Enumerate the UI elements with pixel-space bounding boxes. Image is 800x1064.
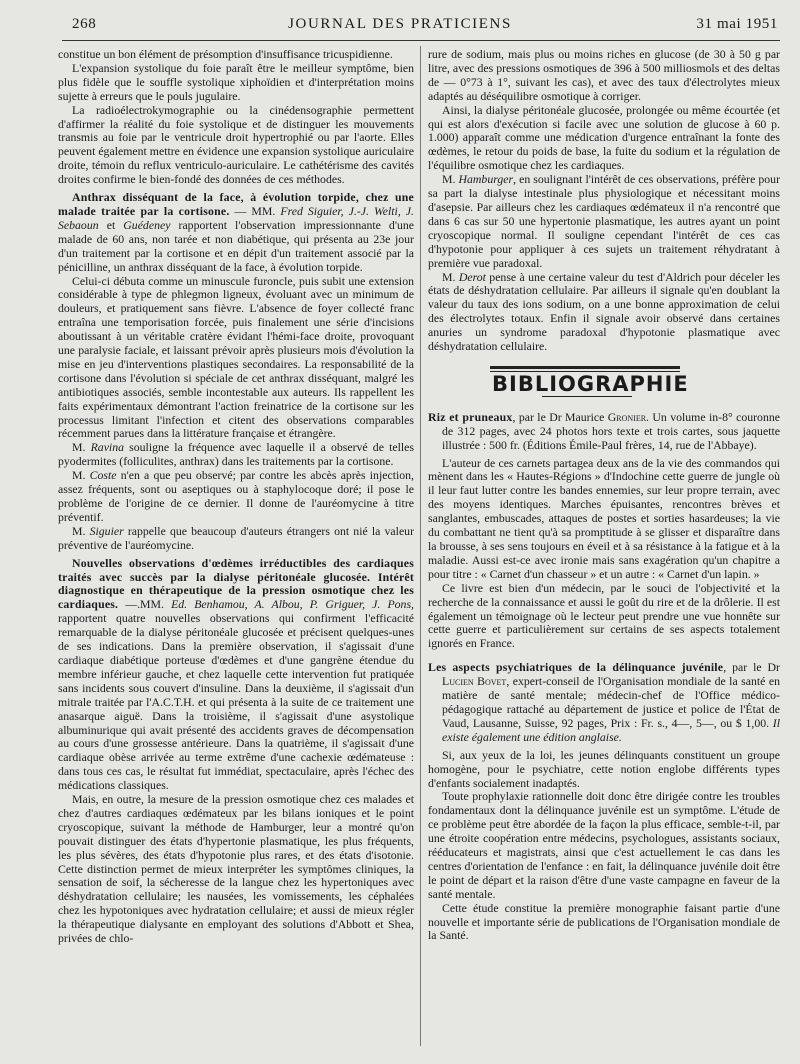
book-entry: Riz et pruneaux, par le Dr Maurice Gronier. Un volume in-8° couronne de 312 pages, avec 24 photos hors texte et trois cartes, sous jaquette illustrée : 500 fr. (Éditions Émile-Paul frères, 14, rue de l'Abbaye). bbox=[428, 409, 780, 452]
paragraph: M. Derot pense à une certaine valeur du test d'Aldrich pour déceler les états de déshydratation cellulaire. Par ailleurs il signale qu'en doublant la valeur du taux des ions sodium, on a une bonne approximation de celui des électrolytes totaux. Enfin il signale avoir observé dans certaines anuries un syndrome paradoxal d'hypotonie plasmatique avec déshydratation cellulaire. bbox=[428, 269, 780, 354]
right-column bbox=[428, 48, 780, 1048]
page-number: 268 bbox=[72, 16, 97, 32]
paragraph: M. Coste n'en a que peu observé; par contre les abcès après injection, assez fréquents, sont ou aseptiques ou à staphylocoque doré; il pose le problème de l'origine de ce dernier. Il donne de l'auréomycine à titre préventif. bbox=[58, 468, 414, 524]
book-title: Les aspects psychiatriques de la délinquance juvénile bbox=[428, 660, 724, 675]
paragraph: M. Hamburger, en soulignant l'intérêt de ces observations, préfère pour sa part la dialyse intestinale plus physiologique et nécessitant moins d'asepsie. Par ailleurs chez les cardiaques œdémateux il n'a rencontré que dans 6 cas sur 50 une hypertonie plasmatique, les autres ayant un point cryoscopique normal. Il souligne cependant l'intérêt de ces cas d'hypotonie pour appliquer à ces sujets un traitement réhydratant à première vue paradoxal. bbox=[428, 172, 780, 270]
book-author: Gronier bbox=[607, 409, 647, 424]
article-heading: Anthrax disséquant de la face, à évolution torpide, chez une malade traitée par la cortisone. bbox=[58, 190, 414, 218]
authors: Fred Siguier, J.-J. Welti, J. Sebaoun bbox=[58, 203, 414, 232]
paragraph: L'expansion systolique du foie paraît être le meilleur symptôme, bien plus fidèle que le souffle systolique xiphoïdien et d'interprétation moins sujette à erreurs que le pouls jugulaire. bbox=[58, 60, 414, 103]
section-underline bbox=[542, 396, 632, 397]
section-rule bbox=[490, 366, 680, 369]
header-rule bbox=[62, 40, 780, 41]
article-heading: Nouvelles observations d'œdèmes irréductibles des cardiaques traités avec succès par la dialyse péritonéale glucosée. Intérêt diagnostique en thérapeutique de la pression osmotique chez les cardiaques. bbox=[58, 555, 414, 612]
article-anthrax: Anthrax disséquant de la face, à évolution torpide, chez une malade traitée par la cortisone. — MM. Fred Siguier, J.-J. Welti, J. Sebaoun et Guédeney rapportent l'observation impressionnante d'une malade de 60 ans, non tarée et non diabétique, qui présenta au 23e jour d'un traitement par la cortisone et en dépit d'un traitement associé par la pénicilline, un anthrax disséquant de la face, à évolution torpide. bbox=[58, 190, 414, 274]
running-header bbox=[0, 14, 800, 38]
book-title: Riz et pruneaux bbox=[428, 409, 513, 424]
paragraph: M. Ravina souligne la fréquence avec laquelle il a observé de telles pyodermites (folliculites, anthrax) dans les traitements par la cortisone. bbox=[58, 440, 414, 469]
paragraph: Celui-ci débuta comme un minuscule furoncle, puis subit une extension considérable à type de phlegmon ligneux, évoluant avec un minimum de douleurs, et pratiquement sans fièvre. L'absence de foyer collecté franc entraîna une temporisation forcée, puis finalement une série d'incisions aboutissant à un véritable cratère évidant l'hémi-face droite, provoquant une paralysie faciale, et laissant prévoir après plusieurs mois d'évolution la mise en jeu d'interventions plastiques secondaires. La responsabilité de la cortisone dans l'évolution si spéciale de cet anthrax disséquant, malgré les antibiotiques associés, semble incontestable aux auteurs. Ils rappellent les faits expérimentaux démontrant l'action freinatrice de la cortisone sur les processus limitant l'infection et citent des observations comparables récemment parues dans la littérature française et étrangère. bbox=[58, 273, 414, 441]
paragraph: constitue un bon élément de présomption d'insuffisance tricuspidienne. bbox=[58, 48, 393, 61]
book-author: Lucien Bovet bbox=[442, 674, 507, 689]
paragraph: rure de sodium, mais plus ou moins riches en glucose (de 30 à 50 g par litre, avec des pressions osmotiques de 396 à 500 milliosmols et des deltas de — 0°73 à 1°, suivant les cas), et avec des taux d'électrolytes mieux adaptés au déséquilibre osmotique à corriger. bbox=[428, 48, 780, 103]
paragraph: Ainsi, la dialyse péritonéale glucosée, prolongée ou même écourtée (et qui est alors d'exécution si facile avec une solution de glucose à 60 p. 1.000) apparaît comme une médication d'urgence entraînant la fonte des œdèmes, le retour du poids de base, la fuite du sodium et la régulation de l'équilibre osmotique chez les cardiaques. bbox=[428, 102, 780, 173]
paragraph: Ce livre est bien d'un médecin, par le souci de l'objectivité et la recherche de la connaissance et aussi le goût du rire et de la drôlerie. Il est également un témoignage où le lecteur peut prendre une vue honnête sur cette guerre et particulièrement sur certains de ses aspects totalement ignorés en France. bbox=[428, 580, 780, 651]
article-oedemes: Nouvelles observations d'œdèmes irréductibles des cardiaques traités avec succès par la dialyse péritonéale glucosée. Intérêt diagnostique en thérapeutique de la pression osmotique chez les cardiaques. —.MM. Ed. Benhamou, A. Albou, P. Griguer, J. Pons, rapportent quatre nouvelles observations qui confirment l'efficacité remarquable de la dialyse péritonéale glucosée et précisent quelques-unes de ses indications. Dans la première observation, il s'agissait d'une cardiaque diabétique porteuse d'œdèmes et d'une gangrène étendue du membre inférieur gauche, et chez laquelle cette intervention fut pratiquée sans incidents sous couvert d'insuline. Dans la deuxième, il s'agissait d'un mitrale traitée par l'A.C.T.H. et qui présenta à la suite de ce traitement une anasarque aiguë. Dans la troisième, il s'agissait d'une asystolique albuminurique qui avait présenté des accidents graves de décompensation au cours d'une grossesse antérieure. Dans la quatrième, il s'agissait d'une cardiaque obèse arrivée au terme extrême d'une cachexie œdémateuse : dans tous ces cas, le résultat fut immédiat, spectaculaire, après l'échec des médications classiques. bbox=[58, 555, 414, 793]
authors: Ed. Benhamou, A. Albou, P. Griguer, J. Pons, bbox=[171, 597, 414, 612]
author: Guédeney bbox=[123, 217, 171, 232]
paragraph: L'auteur de ces carnets partagea deux ans de la vie des commandos qui mènent dans les « Hautes-Régions » d'Indochine cette guerre de jungle où il leur faut lutter contre les bandes ennemies, sur leur propre terrain, avec des moyens identiques. Marches épuisantes, rencontres brèves et sanglantes, embuscades, attaques de postes et sorties hasardeuses; la vie du combattant ne tient qu'à sa promptitude à se glisser et disparaître dans la brousse, à ses sens toujours en éveil et à sa résistance à la fatigue et à la maladie. Aussi est-ce avec ironie mais sans exagération qu'un chapitre a pour titre : « Carnet d'un chasseur » et un autre : « Carnet d'un lapin. » bbox=[428, 455, 780, 581]
paragraph: Cette étude constitue la première monographie faisant partie d'une nouvelle et importante série de publications de l'Organisation mondiale de la Santé. bbox=[428, 900, 780, 943]
issue-date: 31 mai 1951 bbox=[696, 16, 778, 32]
paragraph: M. Siguier rappelle que beaucoup d'auteurs étrangers ont nié la valeur préventive de l'auréomycine. bbox=[58, 523, 414, 552]
journal-title: JOURNAL DES PRATICIENS bbox=[288, 16, 512, 32]
book-note: Il existe également une édition anglaise. bbox=[442, 715, 780, 744]
column-divider bbox=[420, 46, 421, 1046]
paragraph: Mais, en outre, la mesure de la pression osmotique chez ces malades et chez d'autres cardiaques œdémateux par les bilans ioniques et le point cryoscopique, suivant la méthode de Hamburger, leur a montré qu'on pouvait distinguer des états d'hypertonie plasmatique, les plus fréquents, les plus sévères, des états d'hypotonie plus rares, et des états d'isotonie. Cette distinction permet de mieux interpréter les symptômes cliniques, la sensation de soif, la sécheresse de la langue chez les hypertoniques avec déshydratation cellulaire; les nausées, les vomissements, les céphalées chez les hypotoniques avec hydratation cellulaire; et aussi de mieux régler la thérapeutique dialysante en employant des solutions d'Abbott et Shea, privées de chlo- bbox=[58, 792, 414, 946]
paragraph: La radioélectrokymographie ou la cinédensographie permettent d'affirmer la réalité du foie systolique et de distinguer les mouvements transmis au foie par le ventricule droit hypertrophié ou par l'aorte. Elles peuvent également mettre en évidence une expansion systolique auriculaire droite, témoin du reflux ventriculo-auriculaire. Le cathétérisme des cavités droites confirme le bien-fondé des données de ces méthodes. bbox=[58, 102, 414, 187]
paragraph: Toute prophylaxie rationnelle doit donc être dirigée contre les troubles fondamentaux dont la délinquance juvénile est un symptôme. L'étude de ce problème peut être abordée de la façon la plus efficace, semble-t-il, par une étroite coopération entre médecins, psychologues, assistants sociaux, rééducateurs et magistrats, ainsi que c'est actuellement le cas dans les centres d'orientation de l'enfance : en fait, la délinquance juvénile doit être le point de départ et la raison d'être d'une vaste campagne en faveur de la santé mentale. bbox=[428, 789, 780, 901]
section-title: BIBLIOGRAPHIE bbox=[492, 371, 689, 396]
left-column bbox=[58, 48, 414, 1048]
bibliographie-header bbox=[428, 366, 780, 397]
paragraph: Si, aux yeux de la loi, les jeunes délinquants constituent un groupe homogène, pour le psychiatre, cette notion englobe différents types d'enfants socialement inadaptés. bbox=[428, 747, 780, 790]
book-entry: Les aspects psychiatriques de la délinquance juvénile, par le Dr Lucien Bovet, expert-conseil de l'Organisation mondiale de la santé en matière de santé mentale; médecin-chef de l'Office médico-pédagogique rattaché au département de justice et police de l'État de Vaud, Lausanne, Suisse, 92 pages, Prix : Fr. s., 4—, 5—, ou $ 1,00. Il existe également une édition anglaise. bbox=[428, 660, 780, 744]
